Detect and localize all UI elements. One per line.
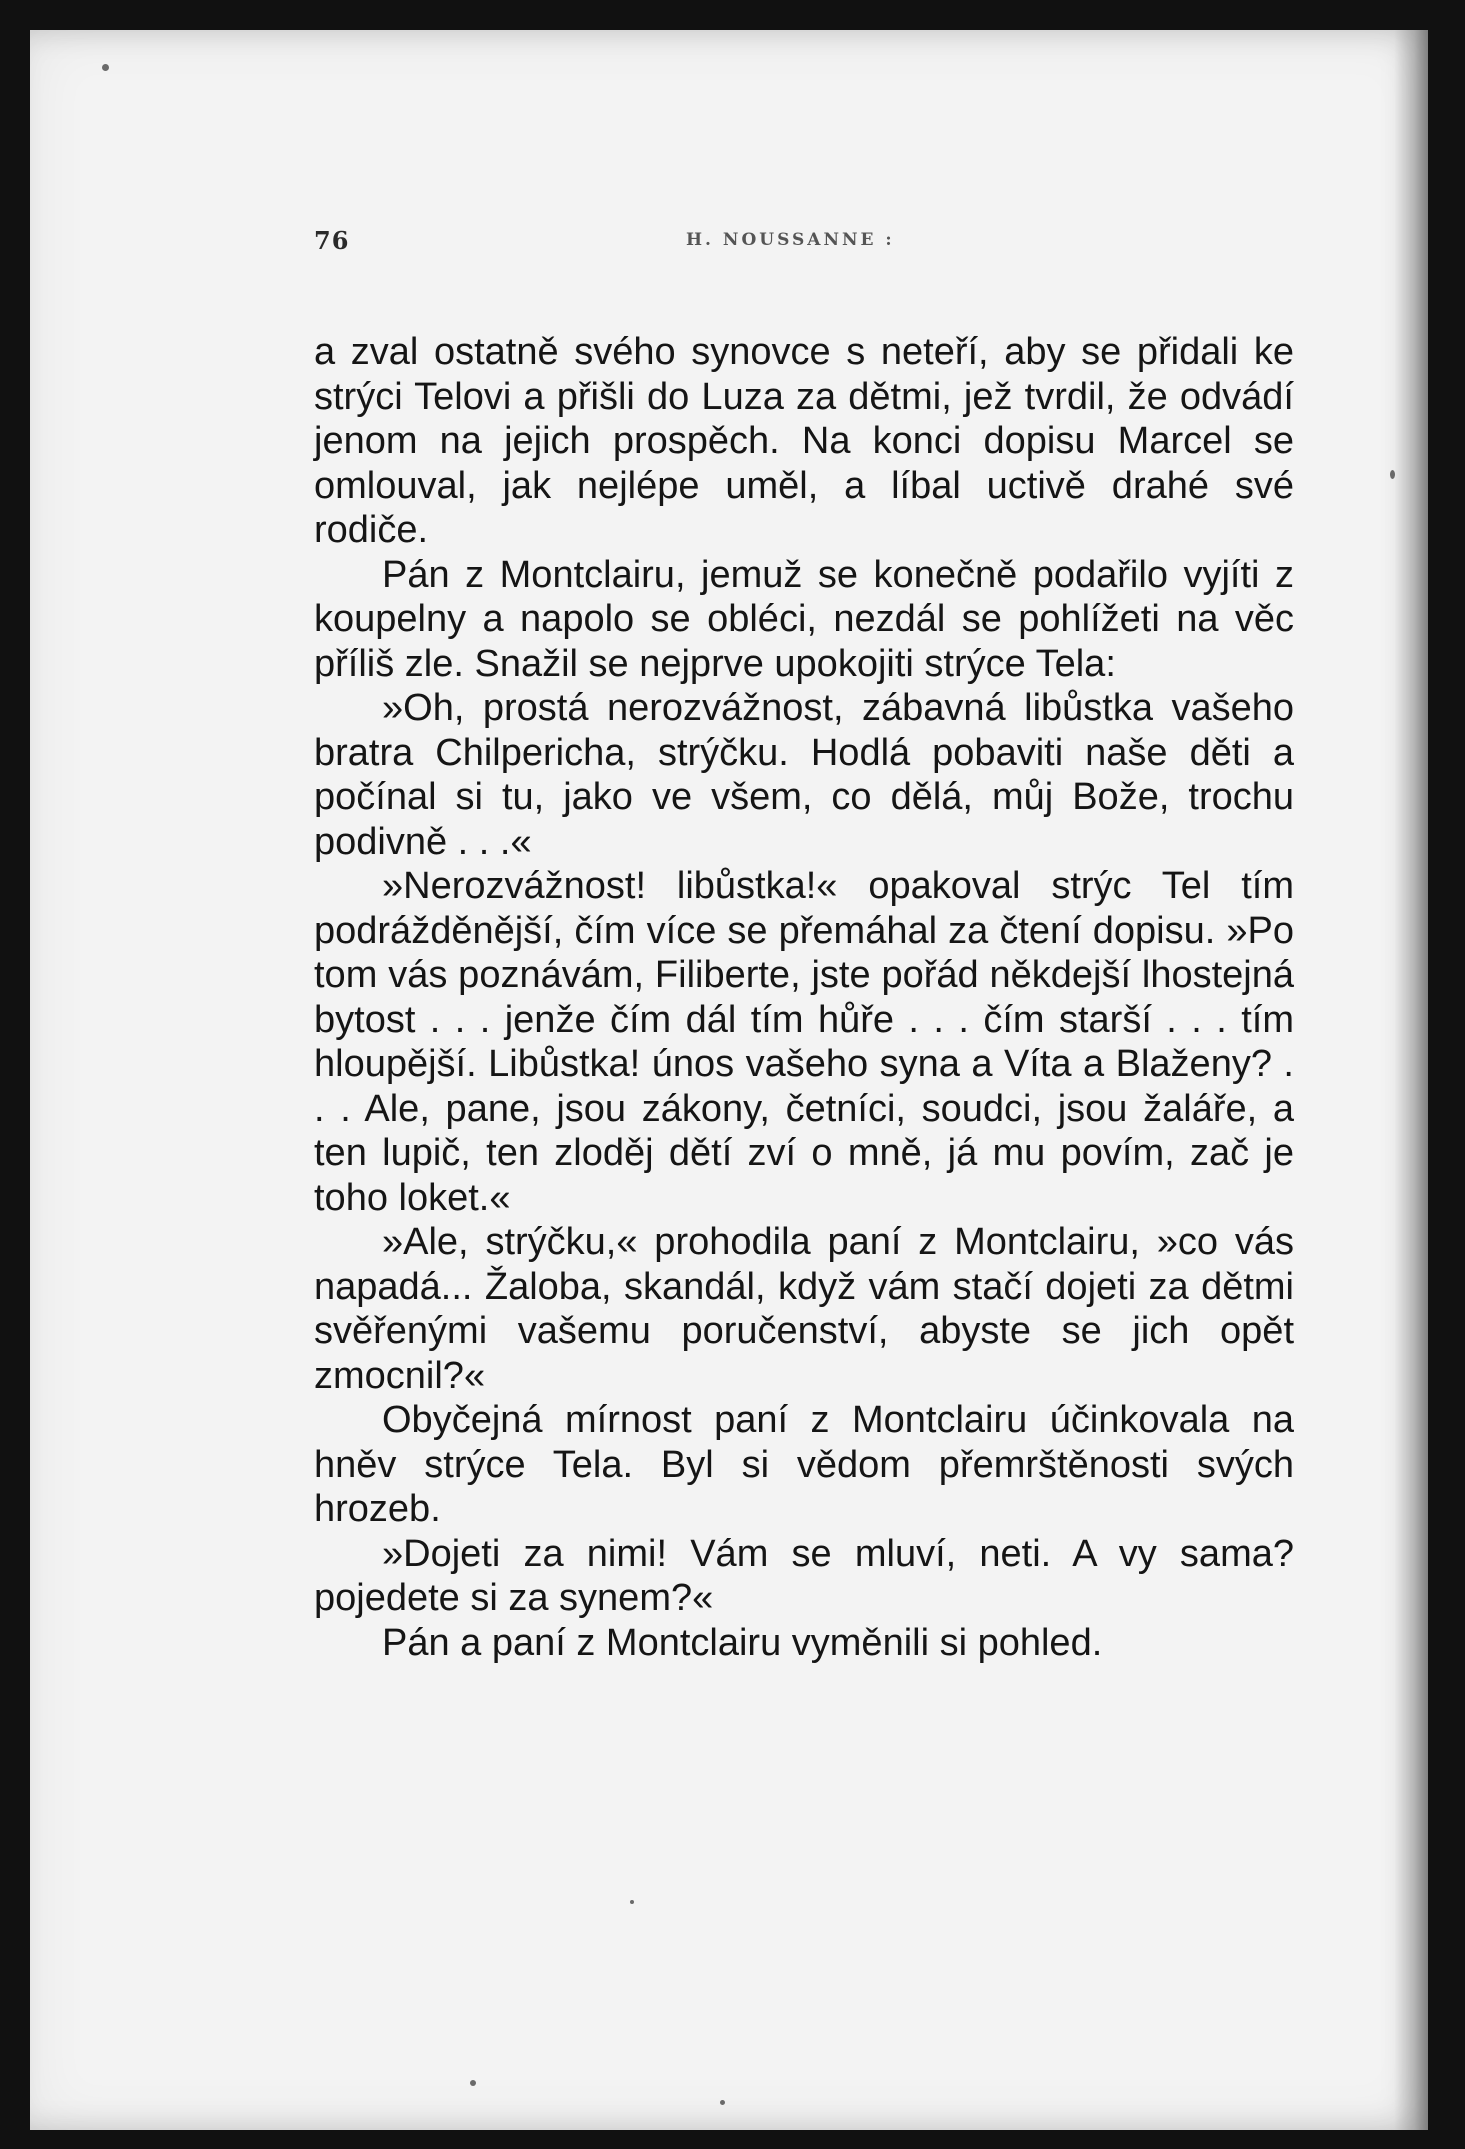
paragraph: a zval ostatně svého synovce s neteří, aby se přidali ke strýci Telovi a přišli do Luza za dětmi, jež tvrdil, že odvádí jenom na jejich prospěch. Na konci dopisu Marcel se omlouval, jak nejlépe uměl, a líbal uctivě drahé své rodiče. xyxy=(314,331,1294,551)
scan-speck xyxy=(102,64,109,71)
paragraph: »Nerozvážnost! libůstka!« opakoval strýc Tel tím podrážděnější, čím více se přemáhal za čtení dopisu. »Po tom vás poznávám, Filiberte, jste pořád někdejší lhostejná bytost . . . jenže čím dál tím hůře . . . čím starší . . . tím hloupější. Libůstka! únos vašeho syna a Víta a Blaženy? . . . Ale, pane, jsou zákony, četníci, soudci, jsou žaláře, a ten lupič, ten zloděj dětí zví o mně, já mu povím, zač je toho loket.« xyxy=(314,865,1294,1219)
page-number: 76 xyxy=(314,226,350,255)
paragraph: »Dojeti za nimi! Vám se mluví, neti. A vy sama? pojedete si za synem?« xyxy=(314,1532,1294,1619)
paragraph: Pán a paní z Montclairu vyměnili si pohled. xyxy=(382,1621,1103,1664)
header-title: H. NOUSSANNE : xyxy=(686,230,895,250)
page-gutter-shadow xyxy=(1394,30,1428,2130)
scan-speck xyxy=(630,1900,634,1904)
paragraph: Obyčejná mírnost paní z Montclairu účinkovala na hněv strýce Tela. Byl si vědom přemrštěnosti svých hrozeb. xyxy=(314,1399,1294,1530)
body-text xyxy=(314,330,1294,1665)
paragraph: »Ale, strýčku,« prohodila paní z Montclairu, »co vás napadá... Žaloba, skandál, když vám stačí dojeti za dětmi svěřenými vašemu poručenství, abyste se jich opět zmocnil?« xyxy=(314,1221,1294,1397)
paragraph: »Oh, prostá nerozvážnost, zábavná libůstka vašeho bratra Chilpericha, strýčku. Hodlá pobaviti naše děti a počínal si tu, jako ve všem, co dělá, můj Bože, trochu podivně . . .« xyxy=(314,687,1294,863)
scan-speck xyxy=(720,2100,725,2105)
running-head xyxy=(314,226,1294,266)
scan-speck xyxy=(1390,470,1395,479)
paragraph: Pán z Montclairu, jemuž se konečně podařilo vyjíti z koupelny a napolo se obléci, nezdál se pohlížeti na věc příliš zle. Snažil se nejprve upokojiti strýce Tela: xyxy=(314,553,1294,685)
book-page xyxy=(30,30,1428,2130)
scan-speck xyxy=(470,2080,476,2086)
